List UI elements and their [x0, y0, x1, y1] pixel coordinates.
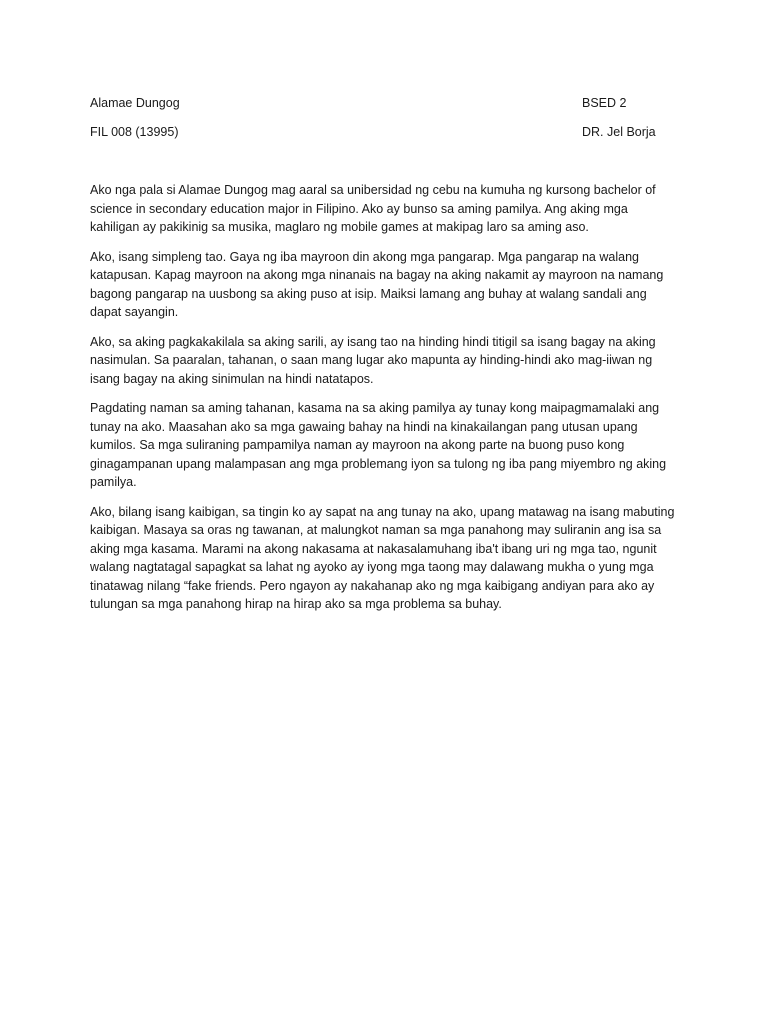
header-row-top	[90, 95, 670, 111]
paragraph-5: Ako, bilang isang kaibigan, sa tingin ko ay sapat na ang tunay na ako, upang matawag na isang mabuting kaibigan. Masaya sa oras ng tawanan, at malungkot naman sa mga panahong may suliranin ang isa sa aking mga kasama. Marami na akong nakasama at nakasalamuhang iba't ibang uri ng mga tao, ngunit walang nagtatagal sapagkat sa lahat ng ayoko ay iyong mga taong may dalawang mukha o yung mga tinatawag nilang “fake friends. Pero ngayon ay nakahanap ako ng mga kaibigang andiyan para ako ay tulungan sa mga panahong hirap na hirap ako sa mga problema sa buhay.	[90, 504, 675, 611]
header-row-bottom	[90, 124, 670, 140]
student-name: Alamae Dungog	[90, 96, 180, 110]
course-section: BSED 2	[582, 96, 627, 110]
paragraph-3: Ako, sa aking pagkakakilala sa aking sarili, ay isang tao na hinding hindi titigil sa isang bagay na aking nasimulan. Sa paaralan, tahanan, o saan mang lugar ako mapunta ay hinding-hindi ako mag-iiwan ng isang bagay na aking sinimulan na hindi natatapos.	[90, 334, 656, 386]
paragraph-2: Ako, isang simpleng tao. Gaya ng iba mayroon din akong mga pangarap. Mga pangarap na walang katapusan. Kapag mayroon na akong mga ninanais na bagay na aking nakamit ay mayroon na namang bagong pangarap na uusbong sa aking puso at isip. Maiksi lamang ang buhay at walang sandali ang dapat sayangin.	[90, 249, 664, 319]
paragraph-4: Pagdating naman sa aming tahanan, kasama na sa aking pamilya ay tunay kong maipagmamalaki ang tunay na ako. Maasahan ako sa mga gawaing bahay na hindi na kinakailangan pang utusan upang kumilos. Sa mga suliraning pampamilya naman ay mayroon na akong parte na buong puso kong ginagampanan upang malampasan ang mga problemang iyon sa tulong ng iba pang miyembro ng aking pamilya.	[90, 401, 667, 489]
instructor-name: DR. Jel Borja	[582, 125, 656, 139]
paragraph-1: Ako nga pala si Alamae Dungog mag aaral sa unibersidad ng cebu na kumuha ng kursong bachelor of science in secondary education major in Filipino. Ako ay bunso sa aming pamilya. Ang aking mga kahiligan ay pakikinig sa musika, maglaro ng mobile games at makipag laro sa aming aso.	[90, 183, 656, 234]
essay-body	[90, 181, 675, 625]
subject-code: FIL 008 (13995)	[90, 125, 179, 139]
